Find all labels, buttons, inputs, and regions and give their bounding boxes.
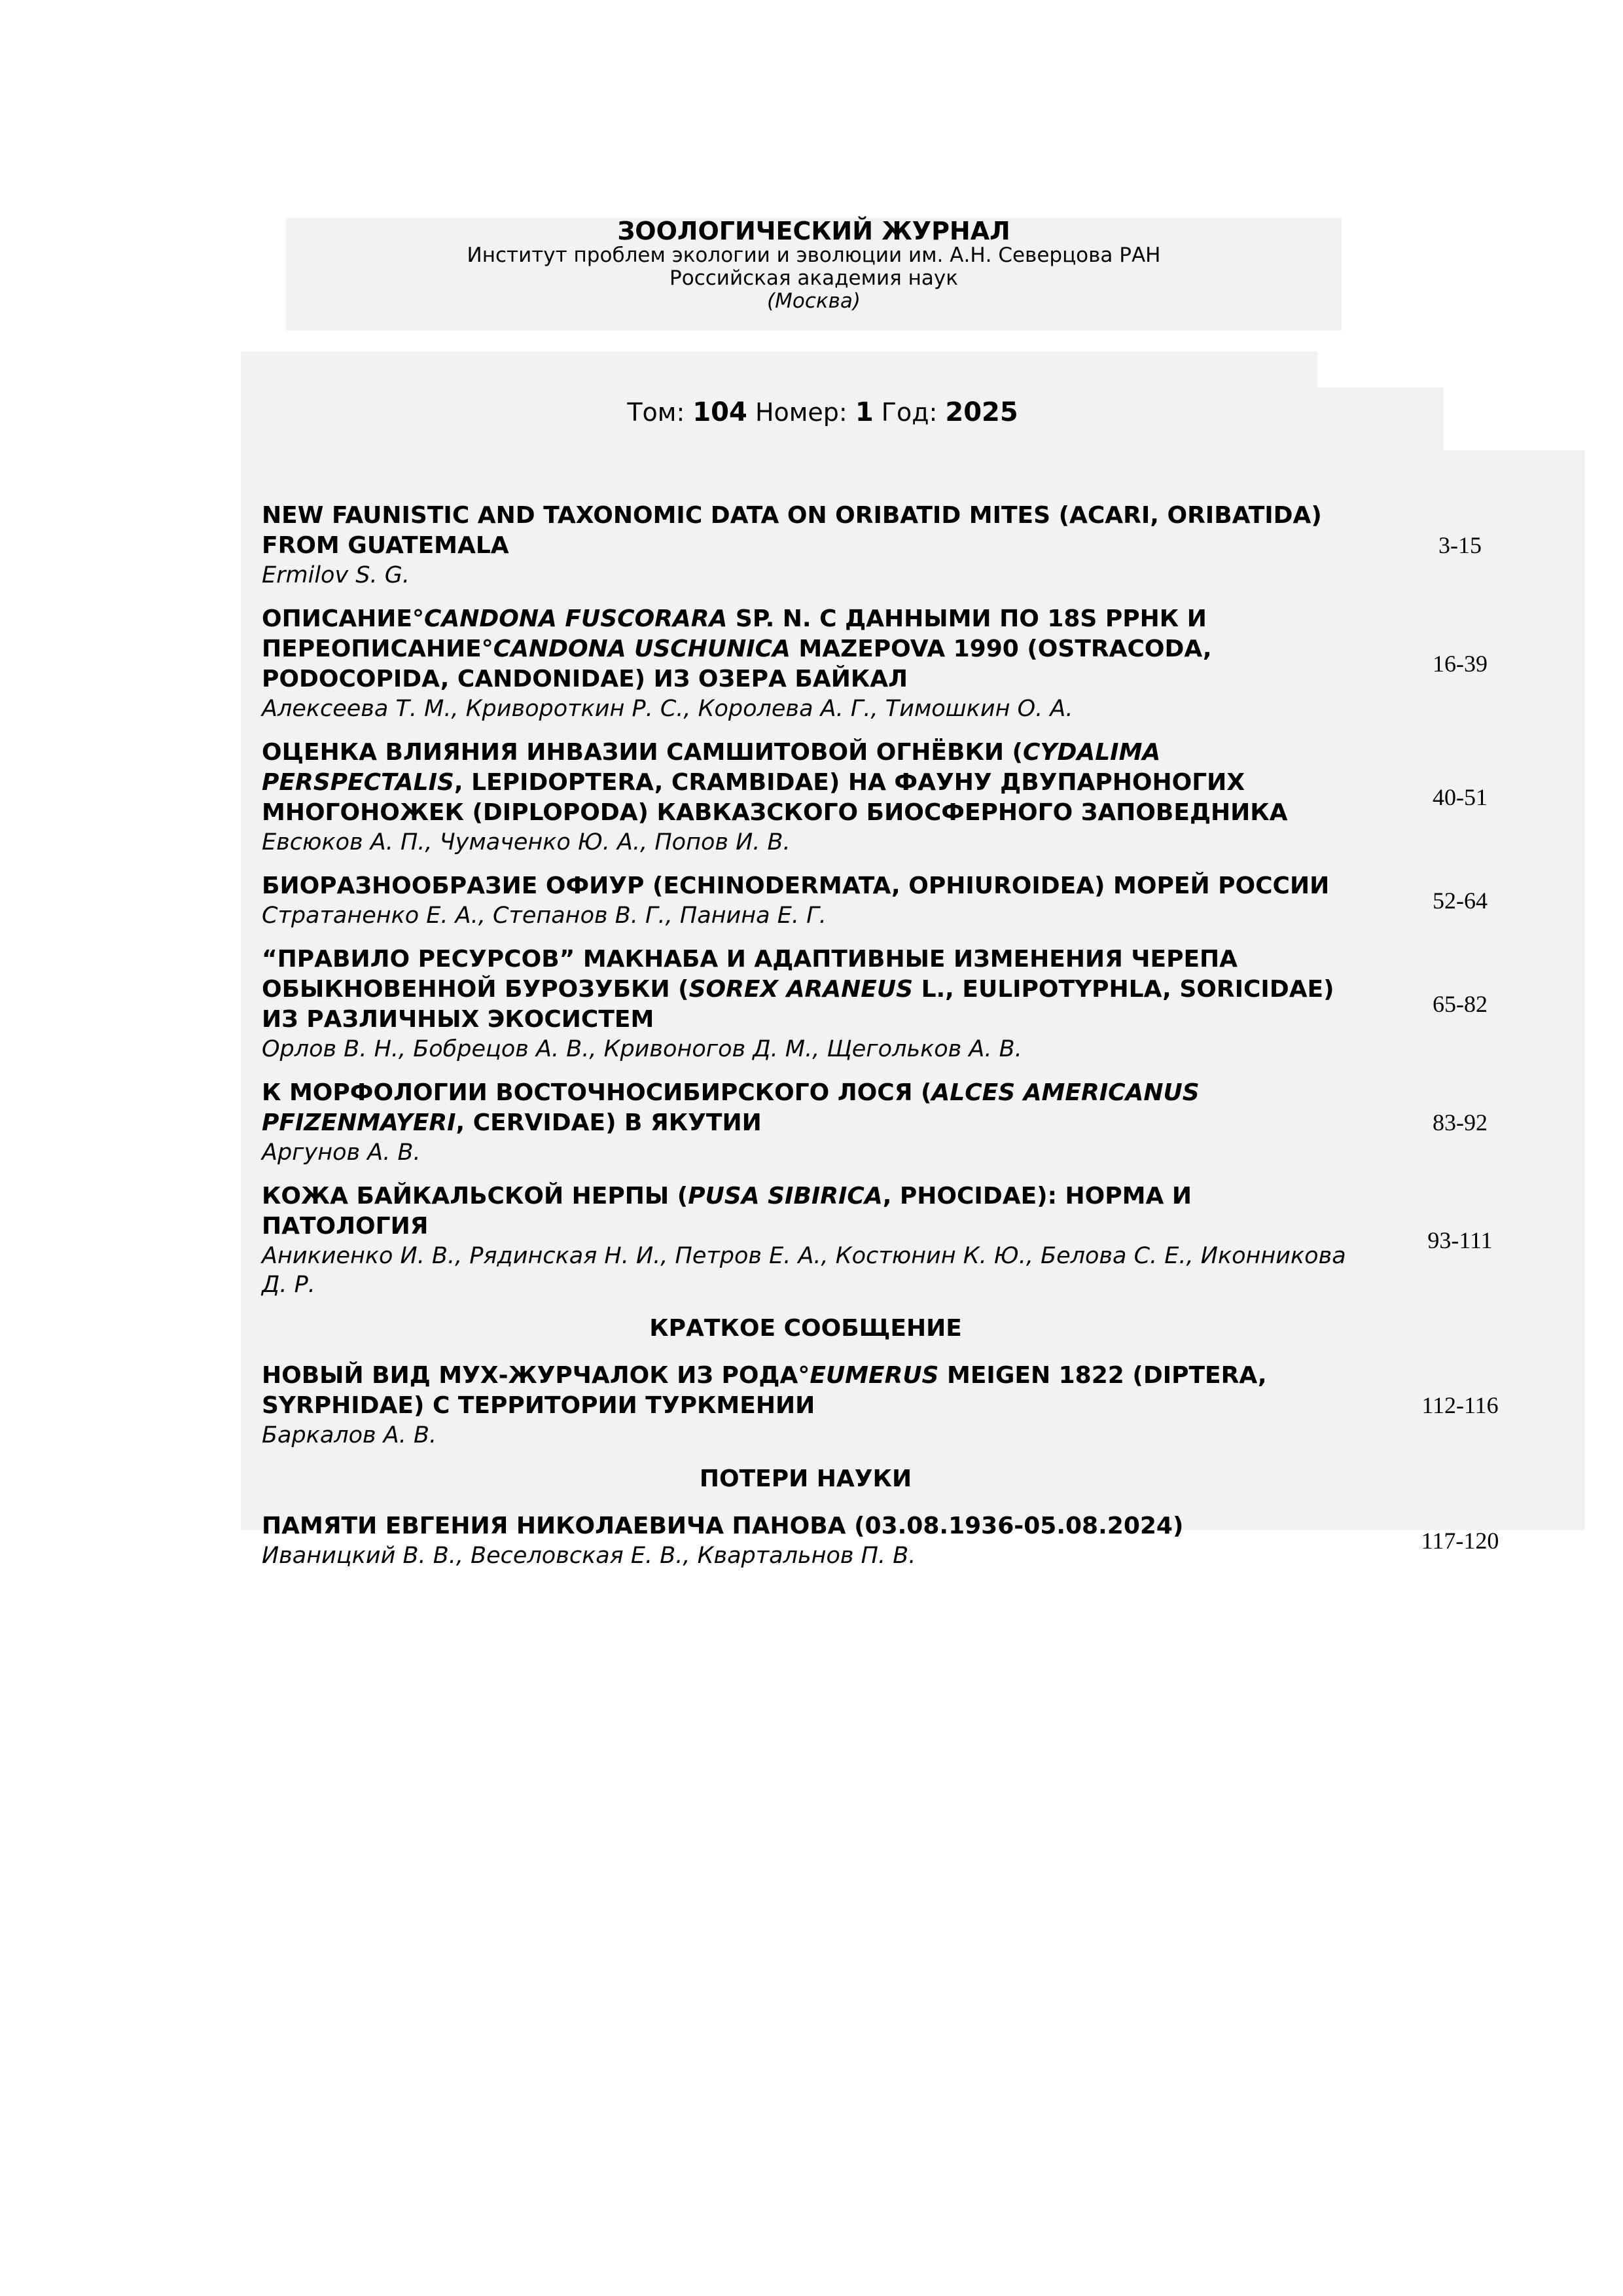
section-heading-losses: ПОТЕРИ НАУКИ xyxy=(699,1465,912,1492)
article-pages: 16-39 xyxy=(1433,651,1488,677)
article-title[interactable] xyxy=(262,738,1349,828)
institute-name: Институт проблем экологии и эволюции им. А.Н. Северцова РАН xyxy=(467,243,1161,267)
toc-entry[interactable] xyxy=(262,738,1571,857)
article-title[interactable] xyxy=(262,604,1349,694)
journal-title: ЗООЛОГИЧЕСКИЙ ЖУРНАЛ xyxy=(617,217,1010,245)
toc-entry-text xyxy=(262,944,1349,1064)
year-value: 2025 xyxy=(945,397,1018,427)
article-title[interactable] xyxy=(262,1078,1349,1138)
journal-header xyxy=(286,218,1342,331)
article-title[interactable] xyxy=(262,501,1349,561)
number-value: 1 xyxy=(855,397,874,427)
article-authors: Евсюков А. П., Чумаченко Ю. А., Попов И. В. xyxy=(262,829,791,855)
toc-entry-text xyxy=(262,1078,1349,1167)
article-pages: 112-116 xyxy=(1421,1392,1499,1418)
article-title-part: MAZEPOVA 1990 (OSTRACODA, PODOCOPIDA, CANDONIDAE) ИЗ ОЗЕРА БАЙКАЛ xyxy=(262,636,1212,692)
article-title-part: NEW FAUNISTIC AND TAXONOMIC DATA ON ORIBATID MITES (ACARI, ORIBATIDA) FROM GUATEMALA xyxy=(262,502,1322,559)
article-title-taxon: EUMERUS xyxy=(810,1362,939,1389)
toc-entry-text xyxy=(262,1181,1349,1299)
year-label: Год: xyxy=(881,398,938,427)
article-title[interactable] xyxy=(262,944,1349,1035)
article-pages: 52-64 xyxy=(1433,888,1488,914)
toc-entry-text xyxy=(262,738,1349,857)
toc-entry-text xyxy=(262,871,1349,930)
section-heading-short-communication: КРАТКОЕ СООБЩЕНИЕ xyxy=(649,1315,962,1342)
table-of-contents xyxy=(262,501,1571,1585)
article-title-part: “ПРАВИЛО РЕСУРСОВ” МАКНАБА И АДАПТИВНЫЕ ИЗМЕНЕНИЯ ЧЕРЕПА ОБЫКНОВЕННОЙ БУРОЗУБКИ ( xyxy=(262,946,1238,1003)
volume-label: Том: xyxy=(627,398,685,427)
article-authors: Иваницкий В. В., Веселовская Е. В., Квартальнов П. В. xyxy=(262,1543,916,1569)
article-title-part: MEIGEN 1822 (DIPTERA, SYRPHIDAE) С ТЕРРИТОРИИ ТУРКМЕНИИ xyxy=(262,1362,1267,1419)
article-title-taxon: ALCES AMERICANUS PFIZENMAYERI xyxy=(262,1079,1200,1136)
article-authors: Орлов В. Н., Бобрецов А. В., Кривоногов Д. М., Щегольков А. В. xyxy=(262,1036,1022,1062)
article-title-part: , LEPIDOPTERA, CRAMBIDAE) НА ФАУНУ ДВУПАРНОНОГИХ МНОГОНОЖЕК (DIPLOPODA) КАВКАЗСКОГО БИОСФЕРНОГО ЗАПОВЕДНИКА xyxy=(262,769,1288,826)
toc-entry-text xyxy=(262,1361,1349,1450)
article-title-part: БИОРАЗНООБРАЗИЕ ОФИУР (ECHINODERMATA, OPHIUROIDEA) МОРЕЙ РОССИИ xyxy=(262,872,1330,899)
article-authors: Ermilov S. G. xyxy=(262,562,410,588)
toc-entry-text xyxy=(262,1511,1349,1570)
toc-entry[interactable] xyxy=(262,1511,1571,1570)
article-pages: 83-92 xyxy=(1433,1109,1488,1136)
toc-entry[interactable] xyxy=(262,1181,1571,1299)
toc-entry[interactable] xyxy=(262,871,1571,930)
article-title-taxon: SOREX ARANEUS xyxy=(688,976,914,1003)
volume-value: 104 xyxy=(692,397,747,427)
article-authors: Стратаненко Е. А., Степанов В. Г., Панина Е. Г. xyxy=(262,903,827,929)
number-label: Номер: xyxy=(755,398,847,427)
article-title-part: , PHOCIDAE): НОРМА И ПАТОЛОГИЯ xyxy=(262,1183,1192,1240)
article-title-taxon: CYDALIMA PERSPECTALIS xyxy=(262,739,1161,796)
article-title-part: , CERVIDAE) В ЯКУТИИ xyxy=(455,1109,762,1136)
article-title-part: L., EULIPOTYPHLA, SORICIDAE) ИЗ РАЗЛИЧНЫХ ЭКОСИСТЕМ xyxy=(262,976,1334,1033)
toc-entry[interactable] xyxy=(262,944,1571,1064)
article-title-taxon: CANDONA USCHUNICA xyxy=(493,636,791,662)
article-pages: 117-120 xyxy=(1421,1528,1499,1554)
article-title[interactable] xyxy=(262,1361,1349,1421)
article-title[interactable] xyxy=(262,1511,1349,1541)
article-title-part: ОЦЕНКА ВЛИЯНИЯ ИНВАЗИИ САМШИТОВОЙ ОГНЁВКИ ( xyxy=(262,739,1023,766)
article-pages: 93-111 xyxy=(1427,1227,1493,1253)
article-pages: 3-15 xyxy=(1438,532,1482,558)
article-title-part: ОПИСАНИЕ° xyxy=(262,605,424,632)
article-title[interactable] xyxy=(262,1181,1349,1242)
article-title-part: ПАМЯТИ ЕВГЕНИЯ НИКОЛАЕВИЧА ПАНОВА (03.08.1936-05.08.2024) xyxy=(262,1513,1184,1539)
toc-entry-text xyxy=(262,604,1349,723)
article-title-part: SP. N. С ДАННЫМИ ПО 18S РРНК И ПЕРЕОПИСАНИЕ° xyxy=(262,605,1207,662)
toc-entry[interactable] xyxy=(262,501,1571,590)
article-title-taxon: CANDONA FUSCORARA xyxy=(424,605,728,632)
article-authors: Баркалов А. В. xyxy=(262,1422,437,1448)
article-title[interactable] xyxy=(262,871,1349,901)
issue-info xyxy=(241,391,1404,433)
article-title-part: КОЖА БАЙКАЛЬСКОЙ НЕРПЫ ( xyxy=(262,1183,688,1210)
article-pages: 40-51 xyxy=(1433,784,1488,810)
article-authors: Аникиенко И. В., Рядинская Н. И., Петров Е. А., Костюнин К. Ю., Белова С. Е., Иконникова Д. Р. xyxy=(262,1243,1346,1298)
article-authors: Алексеева Т. М., Кривороткин Р. С., Королева А. Г., Тимошкин О. А. xyxy=(262,696,1073,722)
academy-name: Российская академия наук xyxy=(669,266,958,290)
toc-entry-text xyxy=(262,501,1349,590)
city-name: (Москва) xyxy=(767,289,861,313)
article-title-part: К МОРФОЛОГИИ ВОСТОЧНОСИБИРСКОГО ЛОСЯ ( xyxy=(262,1079,932,1106)
article-authors: Аргунов А. В. xyxy=(262,1139,421,1166)
article-title-part: НОВЫЙ ВИД МУХ-ЖУРЧАЛОК ИЗ РОДА° xyxy=(262,1362,810,1389)
article-pages: 65-82 xyxy=(1433,991,1488,1017)
toc-entry[interactable] xyxy=(262,1361,1571,1450)
toc-entry[interactable] xyxy=(262,604,1571,723)
toc-entry[interactable] xyxy=(262,1078,1571,1167)
article-list xyxy=(262,501,1571,1299)
short-article-list xyxy=(262,1361,1571,1450)
losses-article-list xyxy=(262,1511,1571,1570)
article-title-taxon: PUSA SIBIRICA xyxy=(688,1183,883,1210)
